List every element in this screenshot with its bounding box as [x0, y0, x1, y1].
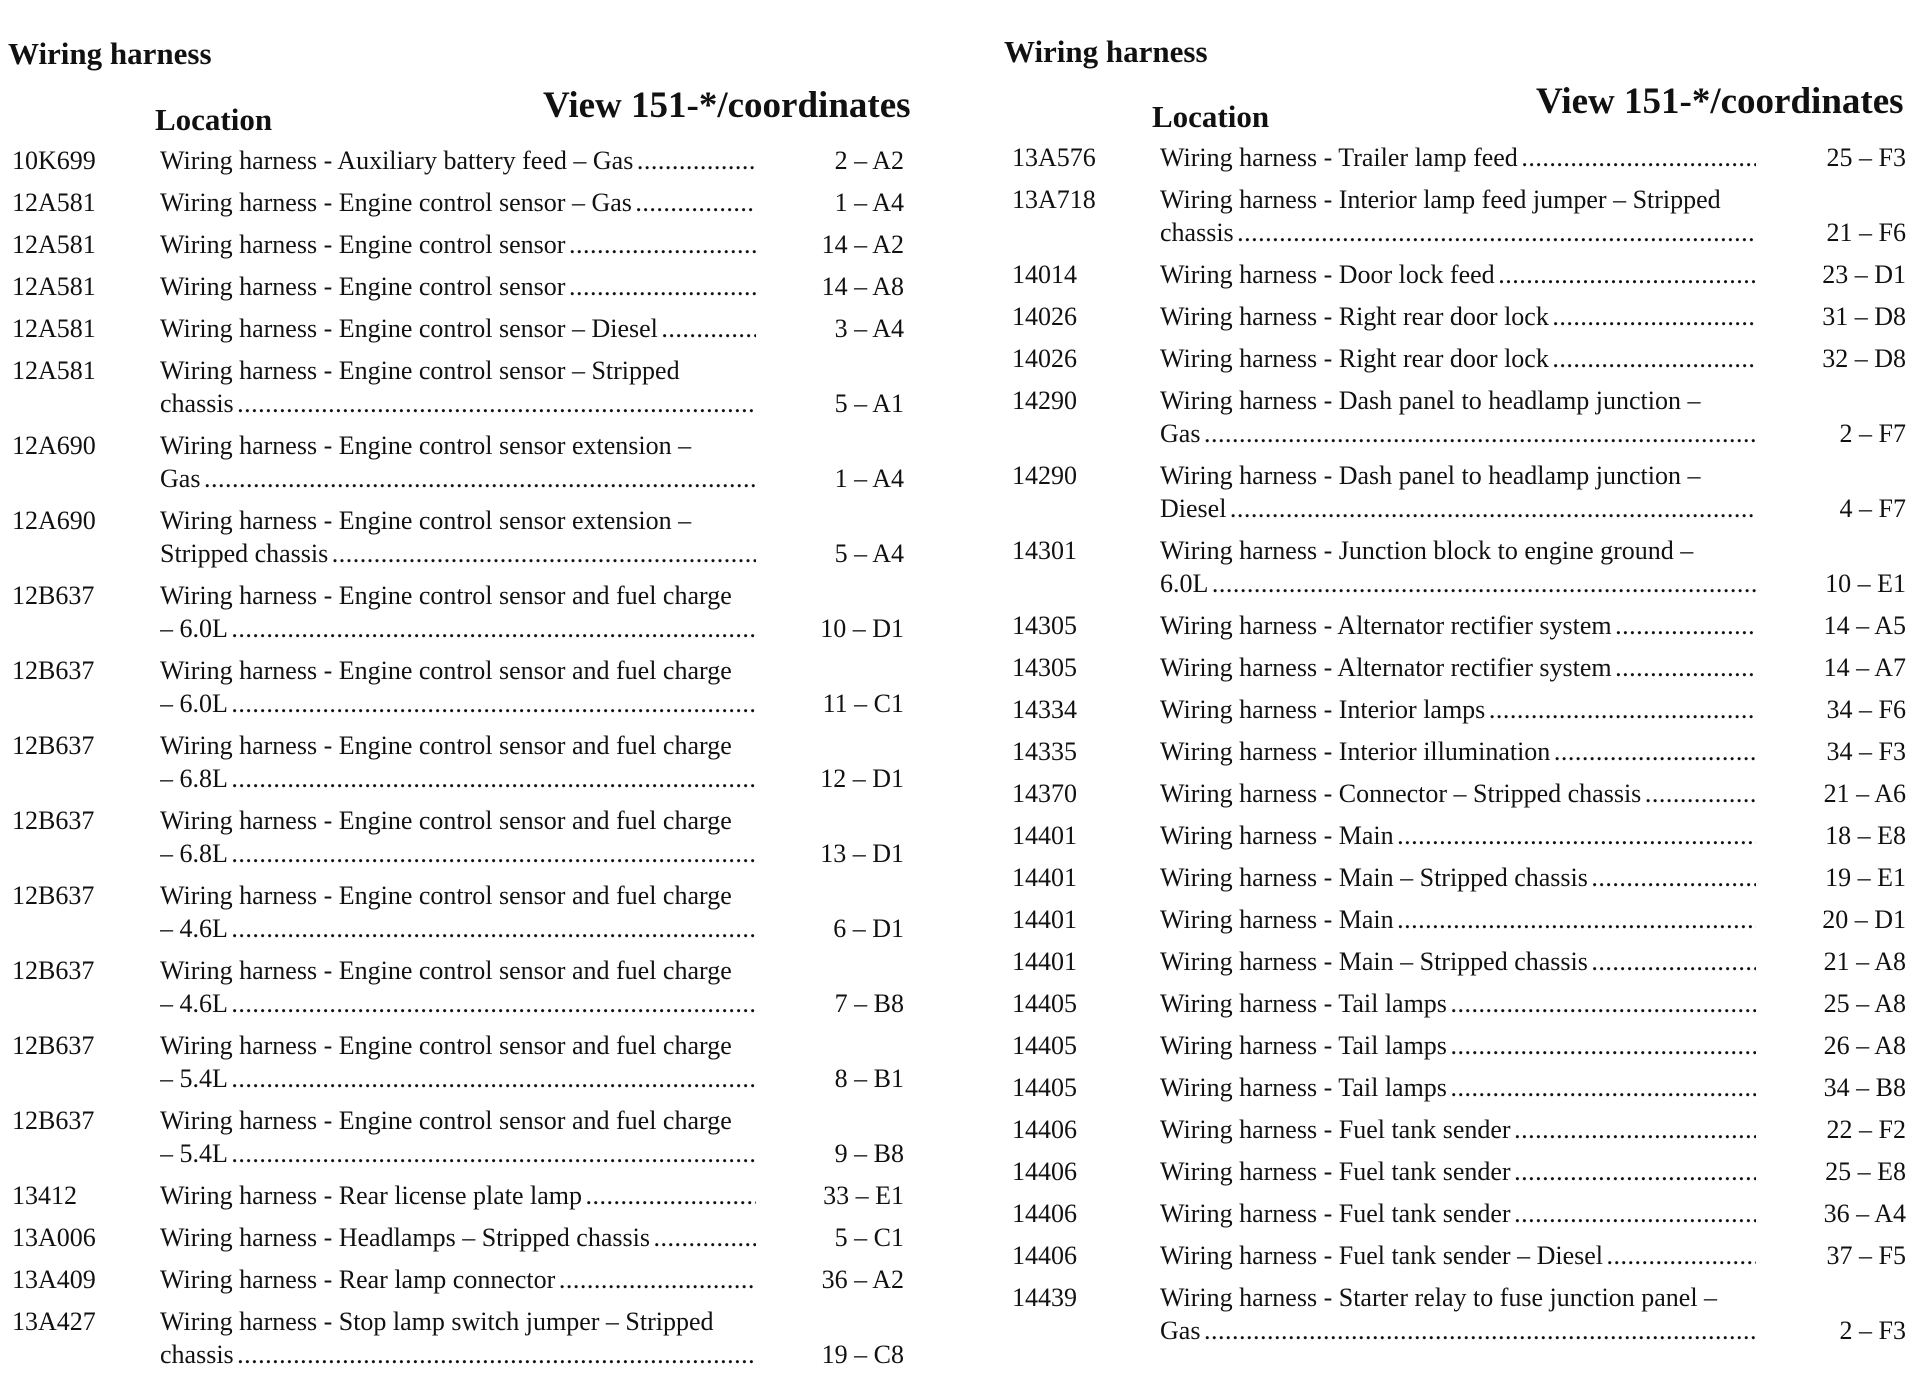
- view-coordinate: 14 – A5: [1823, 611, 1906, 640]
- description-line: Wiring harness - Engine control sensor extension –: [160, 431, 692, 460]
- table-row: [0, 312, 960, 345]
- table-row: [0, 186, 960, 219]
- location-header: Location: [155, 102, 273, 137]
- table-row: [1000, 1281, 1924, 1347]
- location-code: 13A006: [12, 1223, 96, 1252]
- view-coordinate: 19 – E1: [1825, 863, 1906, 892]
- description: [160, 1263, 756, 1296]
- description: [1160, 534, 1756, 600]
- description-line: – 5.4L . . .: [160, 1062, 756, 1095]
- description: [1160, 342, 1756, 375]
- description-line: Wiring harness - Right rear door lock . . .: [1160, 300, 1756, 333]
- description: [160, 654, 756, 720]
- table-row: [0, 729, 960, 795]
- description-line: Gas . . .: [1160, 417, 1756, 450]
- location-code: 12B637: [12, 731, 95, 760]
- description: [1160, 1197, 1756, 1230]
- view-coordinate: 33 – E1: [823, 1181, 904, 1210]
- location-code: 14401: [1012, 863, 1077, 892]
- table-row: [1000, 735, 1924, 768]
- location-code: 14406: [1012, 1157, 1077, 1186]
- description-line: chassis . . .: [1160, 216, 1756, 249]
- view-coordinate: 14 – A2: [821, 230, 904, 259]
- description: [1160, 141, 1756, 174]
- description: [160, 1029, 756, 1095]
- description-line: Wiring harness - Starter relay to fuse junction panel –: [1160, 1283, 1718, 1312]
- location-code: 14406: [1012, 1241, 1077, 1270]
- description-line: – 5.4L . . .: [160, 1137, 756, 1170]
- description-line: Wiring harness - Engine control sensor extension –: [160, 506, 692, 535]
- location-code: 13A576: [1012, 143, 1096, 172]
- description: [160, 804, 756, 870]
- view-coordinate: 14 – A7: [1823, 653, 1906, 682]
- view-coordinate: 5 – C1: [834, 1223, 904, 1252]
- location-code: 14370: [1012, 779, 1077, 808]
- table-row: [1000, 384, 1924, 450]
- description: [160, 270, 756, 303]
- description-line: Wiring harness - Rear license plate lamp . . .: [160, 1179, 756, 1212]
- description-line: Wiring harness - Engine control sensor and fuel charge: [160, 881, 732, 910]
- description: [160, 1221, 756, 1254]
- description: [1160, 609, 1756, 642]
- table-row: [1000, 300, 1924, 333]
- table-row: [1000, 141, 1924, 174]
- description: [1160, 945, 1756, 978]
- table-row: [1000, 777, 1924, 810]
- location-code: 13A427: [12, 1307, 96, 1336]
- table-row: [1000, 651, 1924, 684]
- view-coordinate: 23 – D1: [1822, 260, 1906, 289]
- view-coordinate: 4 – F7: [1839, 494, 1906, 523]
- table-row: [1000, 819, 1924, 852]
- description-line: Diesel . . .: [1160, 492, 1756, 525]
- location-code: 10K699: [12, 146, 96, 175]
- description: [160, 144, 756, 177]
- description-line: Wiring harness - Interior lamps . . .: [1160, 693, 1756, 726]
- description-line: Stripped chassis . . .: [160, 537, 756, 570]
- location-code: 12A581: [12, 188, 96, 217]
- description-line: Wiring harness - Dash panel to headlamp junction –: [1160, 461, 1701, 490]
- location-code: 12B637: [12, 881, 95, 910]
- view-coordinate: 20 – D1: [1822, 905, 1906, 934]
- location-code: 12A581: [12, 314, 96, 343]
- view-coordinate: 10 – D1: [820, 614, 904, 643]
- view-coordinate: 12 – D1: [820, 764, 904, 793]
- location-code: 14401: [1012, 821, 1077, 850]
- description-line: Wiring harness - Fuel tank sender . . .: [1160, 1113, 1756, 1146]
- table-row: [0, 1104, 960, 1170]
- location-code: 13A718: [1012, 185, 1096, 214]
- description-line: Wiring harness - Engine control sensor and fuel charge: [160, 956, 732, 985]
- location-code: 14406: [1012, 1115, 1077, 1144]
- description: [1160, 861, 1756, 894]
- description: [160, 1104, 756, 1170]
- table-row: [1000, 1197, 1924, 1230]
- description-line: chassis . . .: [160, 387, 756, 420]
- view-coordinate: 25 – F3: [1826, 143, 1906, 172]
- table-row: [1000, 609, 1924, 642]
- description: [160, 1305, 756, 1371]
- description-line: Wiring harness - Fuel tank sender – Diesel . . .: [1160, 1239, 1756, 1272]
- table-row: [1000, 1239, 1924, 1272]
- description-line: Wiring harness - Fuel tank sender . . .: [1160, 1197, 1756, 1230]
- location-code: 12B637: [12, 806, 95, 835]
- description: [1160, 183, 1756, 249]
- description-line: Wiring harness - Engine control sensor and fuel charge: [160, 1031, 732, 1060]
- table-row: [0, 354, 960, 420]
- description: [1160, 258, 1756, 291]
- location-code: 14405: [1012, 1031, 1077, 1060]
- table-row: [0, 1263, 960, 1296]
- view-coordinate: 5 – A4: [834, 539, 904, 568]
- description: [1160, 1239, 1756, 1272]
- description-line: Wiring harness - Interior illumination . . .: [1160, 735, 1756, 768]
- table-row: [1000, 861, 1924, 894]
- description-line: Wiring harness - Interior lamp feed jumper – Stripped: [1160, 185, 1721, 214]
- view-coordinates-header: View 151-*/coordinates: [543, 85, 911, 126]
- description: [1160, 1113, 1756, 1146]
- description-line: Wiring harness - Engine control sensor – Gas . . .: [160, 186, 756, 219]
- description: [160, 954, 756, 1020]
- table-row: [0, 270, 960, 303]
- description: [160, 186, 756, 219]
- description: [1160, 987, 1756, 1020]
- description-line: Wiring harness - Stop lamp switch jumper – Stripped: [160, 1307, 714, 1336]
- description: [1160, 384, 1756, 450]
- description-line: Wiring harness - Headlamps – Stripped chassis . . .: [160, 1221, 756, 1254]
- view-coordinate: 1 – A4: [834, 188, 904, 217]
- location-code: 12A581: [12, 272, 96, 301]
- location-code: 14290: [1012, 386, 1077, 415]
- description-line: Wiring harness - Engine control sensor – Diesel . . .: [160, 312, 756, 345]
- view-coordinate: 34 – B8: [1823, 1073, 1906, 1102]
- description-line: Wiring harness - Alternator rectifier system . . .: [1160, 609, 1756, 642]
- view-coordinate: 2 – F3: [1839, 1316, 1906, 1345]
- view-coordinate: 10 – E1: [1825, 569, 1906, 598]
- description: [160, 504, 756, 570]
- description-line: Wiring harness - Alternator rectifier system . . .: [1160, 651, 1756, 684]
- location-code: 12A581: [12, 356, 96, 385]
- description-line: Wiring harness - Door lock feed . . .: [1160, 258, 1756, 291]
- table-row: [1000, 459, 1924, 525]
- location-header: Location: [1152, 99, 1270, 134]
- view-coordinate: 26 – A8: [1823, 1031, 1906, 1060]
- description-line: Wiring harness - Engine control sensor and fuel charge: [160, 731, 732, 760]
- location-code: 14290: [1012, 461, 1077, 490]
- table-row: [0, 144, 960, 177]
- view-coordinate: 18 – E8: [1825, 821, 1906, 850]
- view-coordinate: 25 – E8: [1825, 1157, 1906, 1186]
- description-line: Wiring harness - Rear lamp connector . . .: [160, 1263, 756, 1296]
- location-code: 12B637: [12, 656, 95, 685]
- location-code: 14305: [1012, 653, 1077, 682]
- location-code: 13412: [12, 1181, 77, 1210]
- table-row: [0, 954, 960, 1020]
- description-line: – 4.6L . . .: [160, 987, 756, 1020]
- description-line: Wiring harness - Trailer lamp feed . . .: [1160, 141, 1756, 174]
- table-row: [1000, 258, 1924, 291]
- description-line: Wiring harness - Main . . .: [1160, 903, 1756, 936]
- view-coordinate: 14 – A8: [821, 272, 904, 301]
- table-row: [1000, 534, 1924, 600]
- view-coordinate: 22 – F2: [1826, 1115, 1906, 1144]
- section-title: Wiring harness: [8, 36, 212, 71]
- location-code: 14405: [1012, 1073, 1077, 1102]
- description: [160, 429, 756, 495]
- description-line: Wiring harness - Connector – Stripped chassis . . .: [1160, 777, 1756, 810]
- table-row: [1000, 1113, 1924, 1146]
- description: [160, 579, 756, 645]
- location-code: 12B637: [12, 581, 95, 610]
- table-row: [1000, 183, 1924, 249]
- description: [160, 354, 756, 420]
- table-row: [1000, 987, 1924, 1020]
- table-row: [1000, 1155, 1924, 1188]
- description-line: Wiring harness - Tail lamps . . .: [1160, 987, 1756, 1020]
- view-coordinate: 2 – A2: [834, 146, 904, 175]
- description-line: Gas . . .: [160, 462, 756, 495]
- table-row: [1000, 1071, 1924, 1104]
- view-coordinate: 6 – D1: [833, 914, 904, 943]
- view-coordinate: 36 – A2: [821, 1265, 904, 1294]
- description-line: Wiring harness - Tail lamps . . .: [1160, 1071, 1756, 1104]
- table-row: [0, 804, 960, 870]
- description-line: Wiring harness - Engine control sensor and fuel charge: [160, 656, 732, 685]
- view-coordinate: 11 – C1: [822, 689, 904, 718]
- table-row: [1000, 1029, 1924, 1062]
- view-coordinate: 25 – A8: [1823, 989, 1906, 1018]
- description: [160, 228, 756, 261]
- table-row: [0, 1305, 960, 1371]
- view-coordinate: 3 – A4: [834, 314, 904, 343]
- location-code: 14401: [1012, 947, 1077, 976]
- location-code: 14305: [1012, 611, 1077, 640]
- table-row: [0, 504, 960, 570]
- description-line: – 6.0L . . .: [160, 687, 756, 720]
- description-line: Wiring harness - Dash panel to headlamp junction –: [1160, 386, 1701, 415]
- table-row: [0, 879, 960, 945]
- description: [1160, 735, 1756, 768]
- table-row: [0, 1179, 960, 1212]
- description: [1160, 819, 1756, 852]
- location-code: 14335: [1012, 737, 1077, 766]
- view-coordinate: 31 – D8: [1822, 302, 1906, 331]
- description: [1160, 651, 1756, 684]
- description: [1160, 1029, 1756, 1062]
- description: [1160, 903, 1756, 936]
- description: [1160, 777, 1756, 810]
- description-line: Wiring harness - Main . . .: [1160, 819, 1756, 852]
- location-code: 14406: [1012, 1199, 1077, 1228]
- view-coordinate: 21 – A6: [1823, 779, 1906, 808]
- table-row: [1000, 693, 1924, 726]
- location-code: 12A581: [12, 230, 96, 259]
- view-coordinate: 36 – A4: [1823, 1199, 1906, 1228]
- description-line: Wiring harness - Engine control sensor and fuel charge: [160, 806, 732, 835]
- view-coordinate: 13 – D1: [820, 839, 904, 868]
- view-coordinate: 2 – F7: [1839, 419, 1906, 448]
- view-coordinate: 21 – A8: [1823, 947, 1906, 976]
- description: [1160, 693, 1756, 726]
- harness-list-left: [0, 144, 960, 1380]
- view-coordinate: 9 – B8: [834, 1139, 904, 1168]
- location-code: 12B637: [12, 956, 95, 985]
- location-code: 14405: [1012, 989, 1077, 1018]
- table-row: [1000, 945, 1924, 978]
- location-code: 12A690: [12, 431, 96, 460]
- description-line: Wiring harness - Engine control sensor and fuel charge: [160, 581, 732, 610]
- table-row: [1000, 903, 1924, 936]
- table-row: [0, 654, 960, 720]
- description-line: Wiring harness - Auxiliary battery feed – Gas . . .: [160, 144, 756, 177]
- table-row: [0, 228, 960, 261]
- description-line: Wiring harness - Main – Stripped chassis . . .: [1160, 945, 1756, 978]
- location-code: 14014: [1012, 260, 1077, 289]
- description: [1160, 1155, 1756, 1188]
- description: [160, 729, 756, 795]
- location-code: 12A690: [12, 506, 96, 535]
- description-line: – 4.6L . . .: [160, 912, 756, 945]
- table-row: [0, 429, 960, 495]
- table-row: [0, 579, 960, 645]
- view-coordinates-header: View 151-*/coordinates: [1536, 81, 1904, 122]
- section-title: Wiring harness: [1004, 34, 1208, 69]
- description-line: Wiring harness - Engine control sensor – Stripped: [160, 356, 680, 385]
- location-code: 14334: [1012, 695, 1077, 724]
- table-row: [0, 1029, 960, 1095]
- description-line: – 6.8L . . .: [160, 762, 756, 795]
- description-line: Wiring harness - Main – Stripped chassis . . .: [1160, 861, 1756, 894]
- description-line: 6.0L . . .: [1160, 567, 1756, 600]
- description-line: – 6.0L . . .: [160, 612, 756, 645]
- location-code: 12B637: [12, 1106, 95, 1135]
- description-line: – 6.8L . . .: [160, 837, 756, 870]
- view-coordinate: 34 – F3: [1826, 737, 1906, 766]
- location-code: 14439: [1012, 1283, 1077, 1312]
- location-code: 12B637: [12, 1031, 95, 1060]
- description-line: chassis . . .: [160, 1338, 756, 1371]
- description-line: Wiring harness - Fuel tank sender . . .: [1160, 1155, 1756, 1188]
- view-coordinate: 32 – D8: [1822, 344, 1906, 373]
- description-line: Wiring harness - Engine control sensor . . .: [160, 228, 756, 261]
- view-coordinate: 7 – B8: [834, 989, 904, 1018]
- table-row: [0, 1221, 960, 1254]
- description-line: Wiring harness - Right rear door lock . . .: [1160, 342, 1756, 375]
- description-line: Wiring harness - Engine control sensor . . .: [160, 270, 756, 303]
- view-coordinate: 37 – F5: [1826, 1241, 1906, 1270]
- view-coordinate: 21 – F6: [1826, 218, 1906, 247]
- location-code: 14401: [1012, 905, 1077, 934]
- table-row: [1000, 342, 1924, 375]
- description: [160, 879, 756, 945]
- view-coordinate: 34 – F6: [1826, 695, 1906, 724]
- description-line: Wiring harness - Junction block to engine ground –: [1160, 536, 1694, 565]
- harness-list-right: [1000, 141, 1924, 1356]
- description-line: Wiring harness - Tail lamps . . .: [1160, 1029, 1756, 1062]
- description: [160, 1179, 756, 1212]
- location-code: 13A409: [12, 1265, 96, 1294]
- description: [1160, 300, 1756, 333]
- description: [1160, 459, 1756, 525]
- description: [160, 312, 756, 345]
- view-coordinate: 1 – A4: [834, 464, 904, 493]
- view-coordinate: 5 – A1: [834, 389, 904, 418]
- location-code: 14026: [1012, 344, 1077, 373]
- location-code: 14026: [1012, 302, 1077, 331]
- view-coordinate: 8 – B1: [834, 1064, 904, 1093]
- description: [1160, 1071, 1756, 1104]
- location-code: 14301: [1012, 536, 1077, 565]
- view-coordinate: 19 – C8: [821, 1340, 904, 1369]
- description-line: Gas . . .: [1160, 1314, 1756, 1347]
- description: [1160, 1281, 1756, 1347]
- description-line: Wiring harness - Engine control sensor and fuel charge: [160, 1106, 732, 1135]
